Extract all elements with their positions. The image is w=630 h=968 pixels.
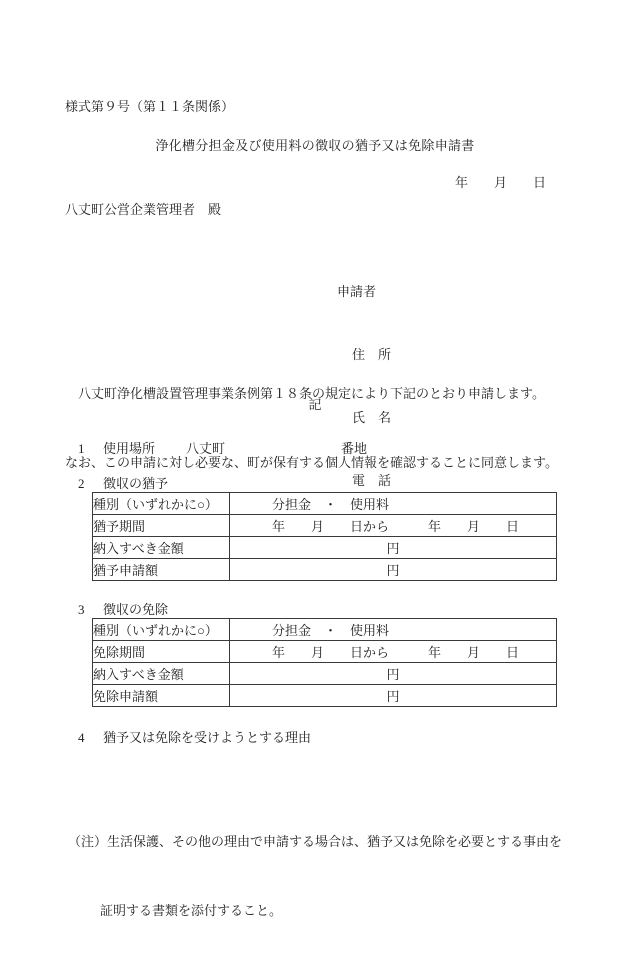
item4-label: 猶予又は免除を受けようとする理由 [103,730,312,745]
deferral-period-value: 年 月 日から 年 月 日 [230,515,557,537]
table-row [93,663,557,685]
table-row [93,685,557,707]
date-line: 年 月 日 [455,175,547,190]
applicant-heading: 申請者 [337,284,377,299]
exemption-amount-due-value: 円 [230,663,557,685]
section3-title: 徴収の免除 [103,602,169,617]
applicant-phone-label: 電 話 [352,473,392,488]
item-reason-heading [78,727,311,746]
exemption-amount-due-label: 納入すべき金額 [93,663,230,685]
item4-number: 4 [78,730,85,745]
item1-place: 八丈町 [186,441,226,456]
form-number: 様式第９号（第１１条関係） [65,99,235,114]
deferral-requested-amount-label: 猶予申請額 [93,559,230,581]
section2-title: 徴収の猶予 [103,476,169,491]
note-line-1: （注）生活保護、その他の理由で申請する場合は、猶予又は免除を必要とする事由を [68,834,563,849]
document-title: 浄化槽分担金及び使用料の徴収の猶予又は免除申請書 [155,138,475,153]
section-deferral-heading [78,473,168,492]
exemption-requested-amount-value: 円 [230,685,557,707]
item-usage-place [78,438,367,457]
table-row [93,493,557,515]
table-row [93,619,557,641]
deferral-requested-amount-value: 円 [230,559,557,581]
exemption-period-value: 年 月 日から 年 月 日 [230,641,557,663]
section3-number: 3 [78,602,85,617]
addressee-line: 八丈町公営企業管理者 殿 [65,202,222,217]
exemption-requested-amount-label: 免除申請額 [93,685,230,707]
table-row [93,515,557,537]
exemption-type-value: 分担金 ・ 使用料 [230,619,557,641]
item1-number: 1 [78,441,85,456]
table-row [93,537,557,559]
deferral-table [92,492,557,581]
item1-label: 使用場所 [103,441,156,456]
exemption-table [92,618,557,707]
table-row [93,559,557,581]
section-exemption-heading [78,599,168,618]
section2-number: 2 [78,476,85,491]
exemption-type-label: 種別（いずれかに○） [93,619,230,641]
body-line-2: なお、この申請に対し必要な、町が保有する個人情報を確認することに同意します。 [65,455,558,470]
record-marker: 記 [308,397,322,412]
applicant-name-label: 氏 名 [352,410,392,425]
note-line-2: 証明する書類を添付すること。 [100,903,283,918]
deferral-amount-due-value: 円 [230,537,557,559]
applicant-address-label: 住 所 [352,347,392,362]
body-line-1: 八丈町浄化槽設置管理事業条例第１８条の規定により下記のとおり申請します。 [65,386,545,401]
table-row [93,641,557,663]
deferral-period-label: 猶予期間 [93,515,230,537]
item1-lot-label: 番地 [341,441,368,456]
deferral-type-label: 種別（いずれかに○） [93,493,230,515]
deferral-amount-due-label: 納入すべき金額 [93,537,230,559]
deferral-type-value: 分担金 ・ 使用料 [230,493,557,515]
exemption-period-label: 免除期間 [93,641,230,663]
note-block [68,784,562,968]
